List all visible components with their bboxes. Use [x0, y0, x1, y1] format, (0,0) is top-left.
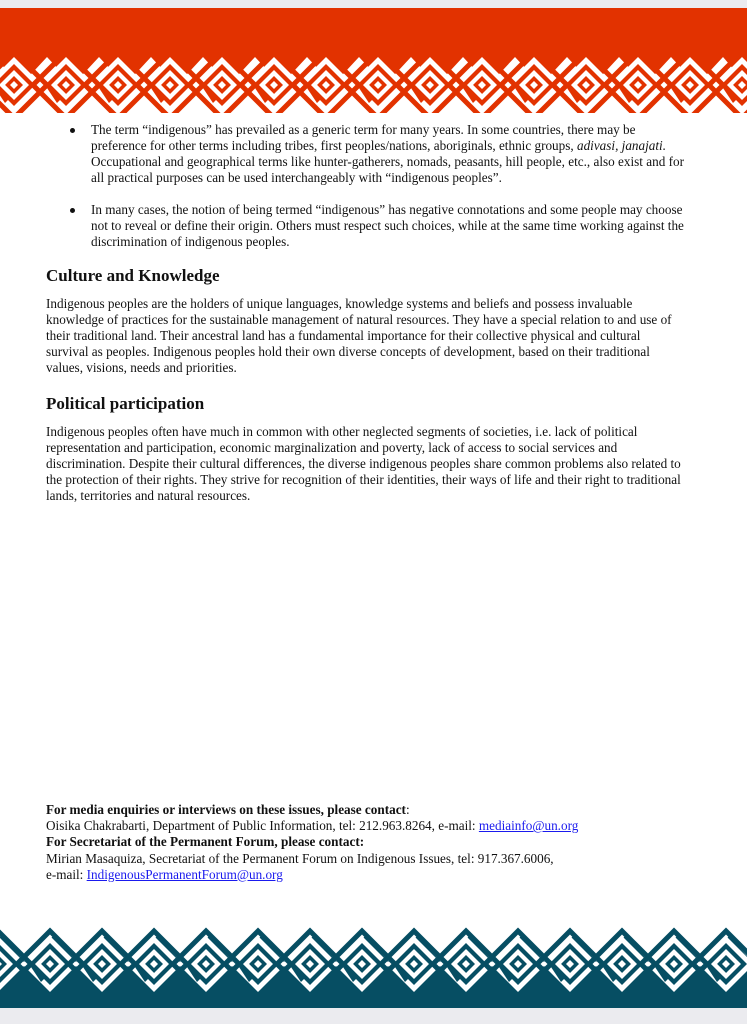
bullet-text: In many cases, the notion of being termed “indigenous” has negative connotations and some people may choose not to reveal or define their origin. Others must respect such choices, while at the same time working against the discrimination of indigenous peoples. — [91, 202, 684, 249]
media-email-link[interactable]: mediainfo@un.org — [478, 818, 579, 834]
section-body-political: Indigenous peoples often have much in common with other neglected segments of societies, i.e. lack of political representation and participation, economic marginalization and poverty, lack of access to social services and discrimination. Despite their cultural differences, the diverse indigenous peoples share common problems also related to the protection of their rights. They strive for recognition of their identities, their ways of life and their right to traditional lands, territories and natural resources. — [46, 424, 681, 503]
bullet-italic-terms: adivasi, janajati. — [576, 138, 666, 153]
top-spiral-border-icon — [0, 8, 747, 113]
bullet-item-terminology — [46, 122, 686, 186]
bullet-text-continued: Occupational and geographical terms like hunter-gatherers, nomads, peasants, hill people, etc., also exist and for all practical purposes can be used interchangeably with “indigenous peoples”. — [91, 154, 684, 185]
secretariat-contact-line: Mirian Masaquiza, Secretariat of the Permanent Forum on Indigenous Issues, tel: 917.367.6006, — [46, 850, 554, 866]
bullet-text: The term “indigenous” has prevailed as a generic term for many years. In some countries, there may be preference for other terms including tribes, first peoples/nations, aboriginals, ethnic groups, — [91, 122, 636, 153]
section-heading-political: Political participation — [46, 394, 205, 413]
bullet-list — [46, 122, 686, 250]
media-contact-line: Oisika Chakrabarti, Department of Public Information, tel: 212.963.8264, e-mail: mediainfo@un.org — [46, 818, 579, 834]
secretariat-contact-heading: For Secretariat of the Permanent Forum, please contact: — [46, 834, 365, 850]
bullet-item-connotations — [46, 202, 686, 250]
bullet-icon — [70, 128, 75, 133]
document-page — [0, 8, 747, 1008]
section-body-culture: Indigenous peoples are the holders of unique languages, knowledge systems and beliefs and possess invaluable knowledge of practices for the sustainable management of natural resources. They have a special relation to and use of their traditional land. Their ancestral land has a fundamental importance for their collective physical and cultural survival as peoples. Indigenous peoples hold their own diverse concepts of development, based on their traditional values, visions, needs and priorities. — [46, 296, 672, 375]
bullet-icon — [70, 208, 75, 213]
secretariat-email-line: e-mail: IndigenousPermanentForum@un.org — [46, 866, 283, 882]
secretariat-email-link[interactable]: IndigenousPermanentForum@un.org — [86, 866, 283, 882]
media-contact-heading: For media enquiries or interviews on these issues, please contact: — [46, 802, 410, 817]
contact-block — [46, 802, 686, 883]
document-body — [46, 122, 686, 518]
bottom-spiral-border-icon — [0, 926, 747, 1008]
section-heading-culture: Culture and Knowledge — [46, 266, 220, 285]
